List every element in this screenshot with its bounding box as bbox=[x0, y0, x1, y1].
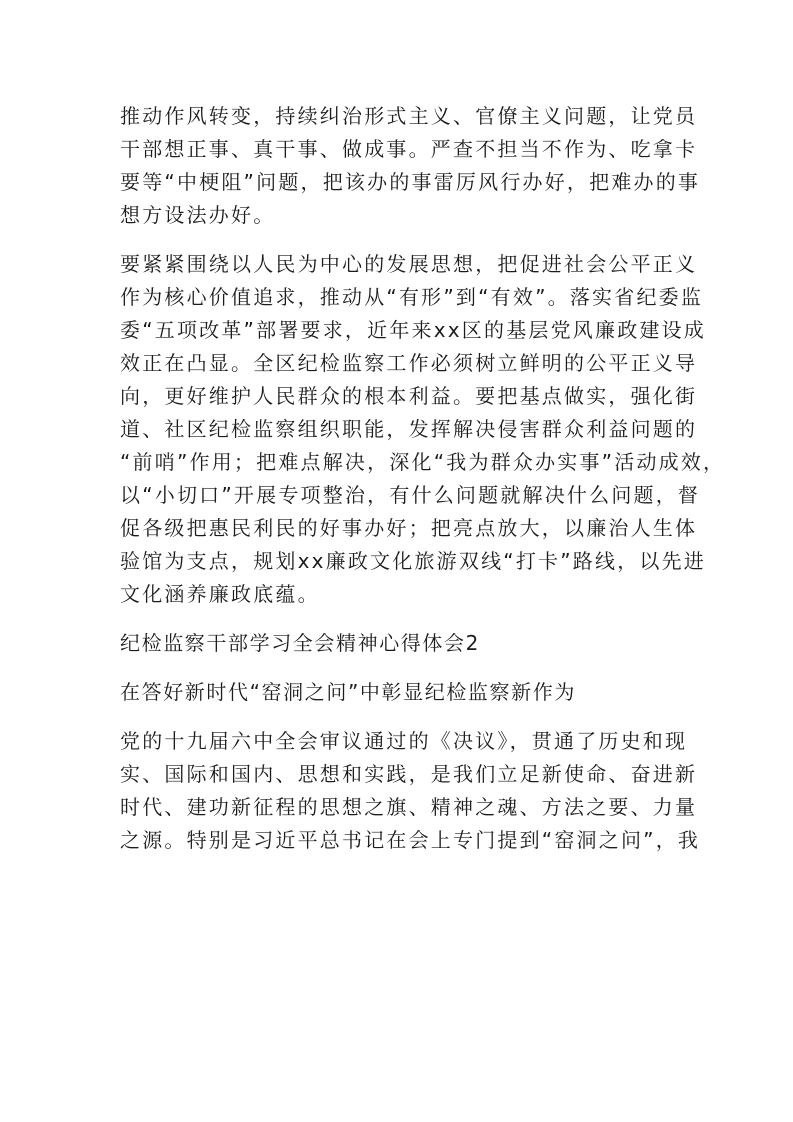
text-line: 效正在凸显。全区纪检监察工作必须树立鲜明的公平正义导 bbox=[120, 351, 698, 375]
article-title: 在答好新时代“窑洞之问”中彰显纪检监察新作为 bbox=[120, 680, 576, 704]
paragraph-resolution bbox=[120, 725, 701, 857]
text-line: 干部想正事、真干事、做成事。严查不担当不作为、吃拿卡 bbox=[120, 137, 698, 161]
paragraph-style-work bbox=[120, 100, 701, 232]
text-line: 要等“中梗阻”问题，把该办的事雷厉风行办好，把难办的事 bbox=[120, 170, 701, 194]
text-line: 作为核心价值追求，推动从“有形”到“有效”。落实省纪委监 bbox=[120, 285, 704, 309]
text-line: 文化涵养廉政底蕴。 bbox=[120, 582, 320, 606]
section-heading: 纪检监察干部学习全会精神心得体会2 bbox=[120, 631, 480, 655]
paragraph-social-justice bbox=[120, 248, 726, 611]
text-line: 要紧紧围绕以人民为中心的发展思想，把促进社会公平正义 bbox=[120, 252, 698, 276]
text-line: 想方设法办好。 bbox=[120, 203, 276, 227]
text-line: 以“小切口”开展专项整治，有什么问题就解决什么问题，督 bbox=[120, 483, 701, 507]
text-line: “前哨”作用；把难点解决，深化“我为群众办实事”活动成效， bbox=[120, 450, 726, 474]
text-line: 促各级把惠民利民的好事办好；把亮点放大，以廉治人生体 bbox=[120, 516, 698, 540]
text-line: 实、国际和国内、思想和实践，是我们立足新使命、奋进新 bbox=[120, 762, 698, 786]
text-line: 委“五项改革”部署要求，近年来xx区的基层党风廉政建设成 bbox=[120, 318, 706, 342]
text-line: 党的十九届六中全会审议通过的《决议》，贯通了历史和现 bbox=[120, 729, 688, 753]
text-line: 验馆为支点，规划xx廉政文化旅游双线“打卡”路线，以先进 bbox=[120, 549, 706, 573]
text-line: 道、社区纪检监察组织职能，发挥解决侵害群众利益问题的 bbox=[120, 417, 698, 441]
text-line: 时代、建功新征程的思想之旗、精神之魂、方法之要、力量 bbox=[120, 795, 698, 819]
text-line: 之源。特别是习近平总书记在会上专门提到“窑洞之问”，我 bbox=[120, 828, 701, 852]
text-line: 推动作风转变，持续纠治形式主义、官僚主义问题，让党员 bbox=[120, 104, 698, 128]
text-line: 向，更好维护人民群众的根本利益。要把基点做实，强化街 bbox=[120, 384, 698, 408]
